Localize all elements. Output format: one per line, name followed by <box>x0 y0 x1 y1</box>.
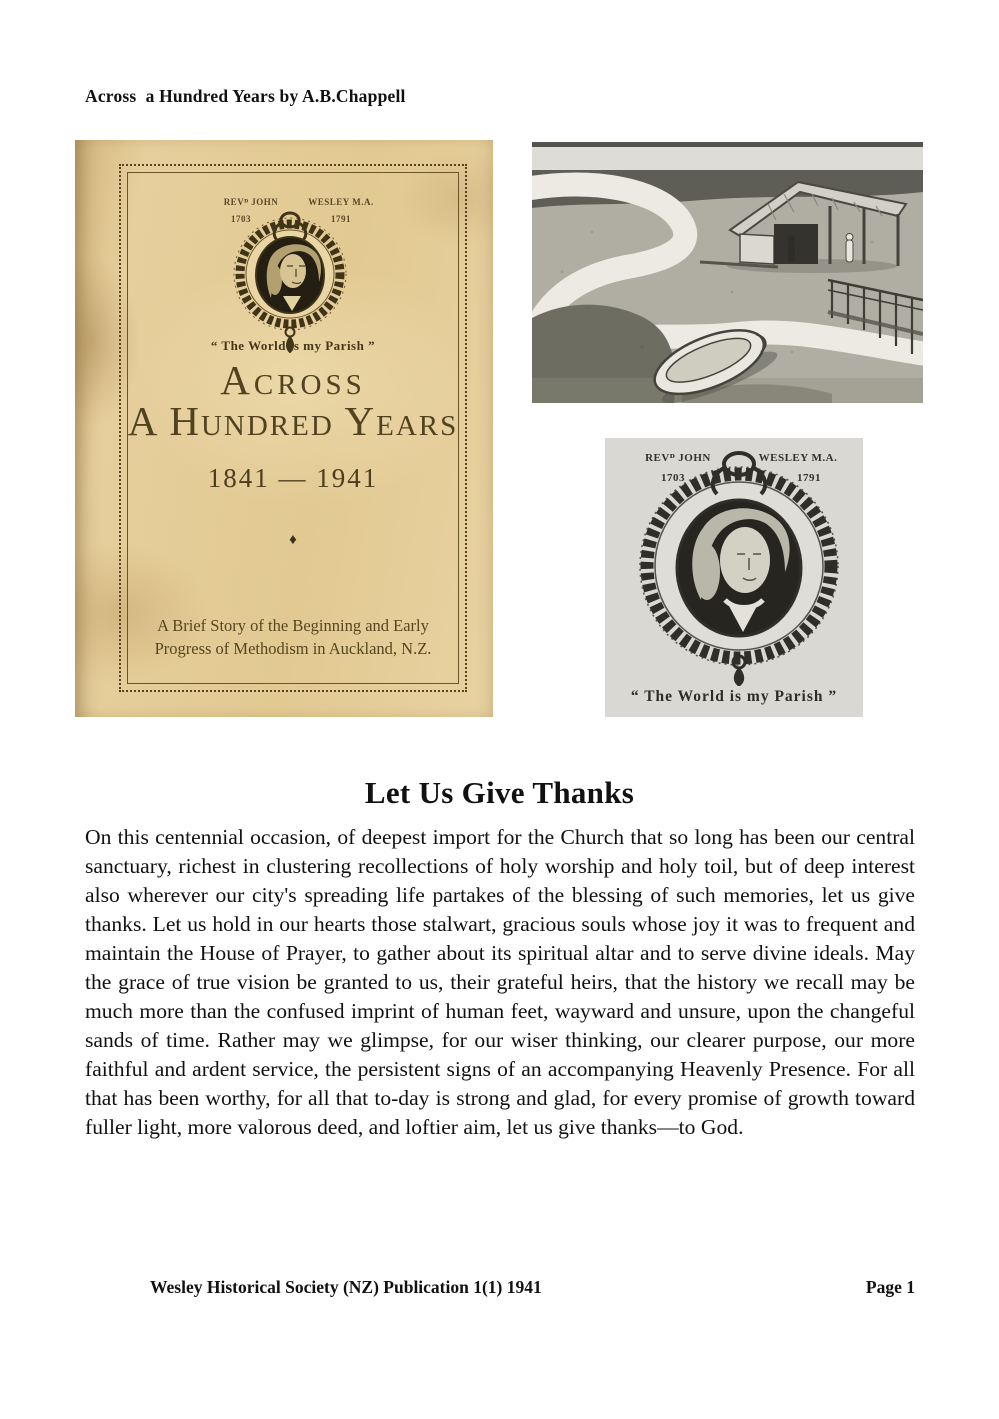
portrait-image <box>605 438 863 717</box>
footer-publication: Wesley Historical Society (NZ) Publication 1(1) 1941 <box>150 1277 542 1297</box>
cover-medallion-year-right: 1791 <box>331 214 351 224</box>
portrait-medallion-year-right: 1791 <box>797 472 821 484</box>
portrait-caption: “ The World is my Parish ” <box>630 688 838 705</box>
cover-medallion-year-left: 1703 <box>231 214 251 224</box>
landscape-illustration <box>532 142 923 403</box>
cover-medallion-label-left: REVᴰ JOHN <box>223 197 279 207</box>
portrait-medallion-label-left: REVᴰ JOHN <box>645 452 711 464</box>
diamond-ornament-icon: ♦ <box>289 532 297 548</box>
cover-title-line1: Across <box>220 357 366 403</box>
cover-motto: “ The World is my Parish ” <box>210 338 376 353</box>
cover-medallion-label-right: WESLEY M.A. <box>308 197 374 207</box>
footer-page-number: Page 1 <box>865 1277 915 1297</box>
cover-subtitle-line1: A Brief Story of the Beginning and Early <box>157 616 429 635</box>
portrait-medallion-label-right: WESLEY M.A. <box>758 452 838 464</box>
document-title: Across a Hundred Years by A.B.Chappell <box>85 86 406 106</box>
portrait-medallion-year-left: 1703 <box>661 472 685 484</box>
cover-years: 1841 — 1941 <box>207 463 379 493</box>
cover-title-line2: A Hundred Years <box>127 398 459 444</box>
body-paragraph: On this centennial occasion, of deepest import for the Church that so long has been our central sanctuary, richest in clustering recollections of holy worship and holy toil, but of deep interest also wherever our city's spreading life partakes of the blessing of such memories, let us give thanks. Let us hold in our hearts those stalwart, gracious souls whose joy it was to frequent and maintain the House of Prayer, to gather about its spiritual altar and to serve divine ideals. May the grace of true vision be granted to us, their grateful heirs, that the history we recall may be much more than the confused imprint of human feet, wayward and unsure, upon the changeful sands of time. Rather may we glimpse, for our wiser thinking, our clearer purpose, our more faithful and ardent service, the persistent signs of an accompanying Heavenly Presence. For all that has been worthy, for all that to-day is strong and glad, for every promise of growth toward fuller light, more valorous deed, and loftier aim, let us give thanks—to God. <box>85 825 915 1139</box>
section-title: Let Us Give Thanks <box>364 775 635 810</box>
book-cover-image <box>75 140 493 717</box>
cover-subtitle-line2: Progress of Methodism in Auckland, N.Z. <box>154 639 432 658</box>
